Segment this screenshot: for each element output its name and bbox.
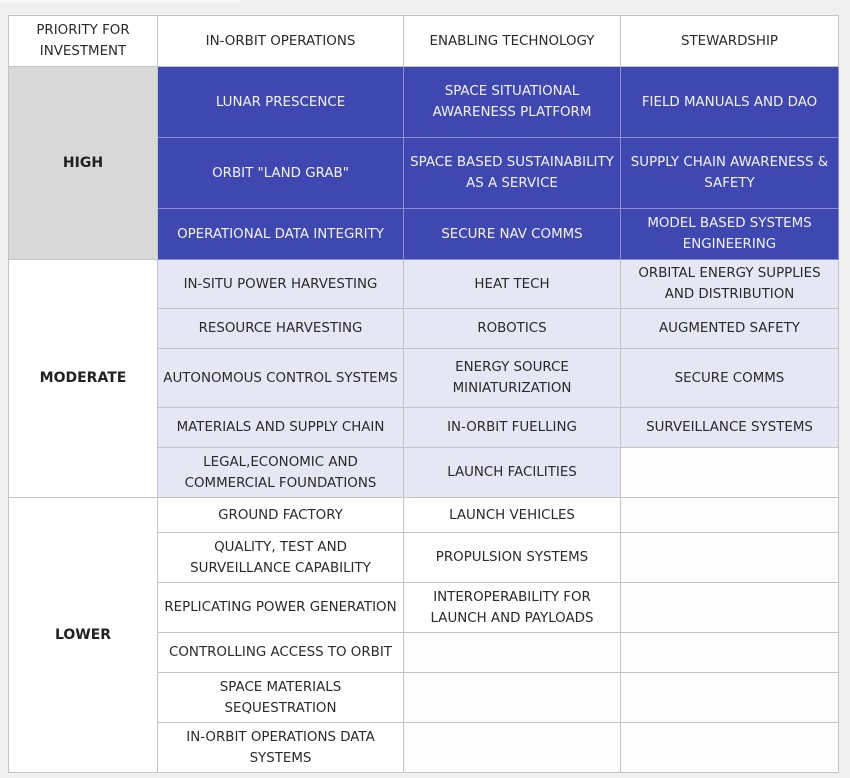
cell-in-orbit-operations: RESOURCE HARVESTING [158, 309, 404, 349]
empty-cell [404, 673, 621, 723]
cell-in-orbit-operations: REPLICATING POWER GENERATION [158, 583, 404, 633]
empty-cell [404, 633, 621, 673]
top-band [0, 0, 240, 3]
cell-enabling-technology: IN-ORBIT FUELLING [404, 408, 621, 448]
cell-stewardship: MODEL BASED SYSTEMS ENGINEERING [621, 209, 839, 260]
table-row [9, 498, 839, 533]
cell-in-orbit-operations: QUALITY, TEST AND SURVEILLANCE CAPABILITY [158, 533, 404, 583]
cell-stewardship: FIELD MANUALS AND DAO [621, 67, 839, 138]
header-priority: PRIORITY FOR INVESTMENT [9, 16, 158, 67]
cell-enabling-technology: ENERGY SOURCE MINIATURIZATION [404, 349, 621, 408]
header-row [9, 16, 839, 67]
header-in-orbit-operations: IN-ORBIT OPERATIONS [158, 16, 404, 67]
empty-cell [621, 673, 839, 723]
investment-priority-table [8, 15, 839, 773]
empty-cell [621, 723, 839, 773]
header-enabling-technology: ENABLING TECHNOLOGY [404, 16, 621, 67]
cell-enabling-technology: PROPULSION SYSTEMS [404, 533, 621, 583]
cell-in-orbit-operations: LUNAR PRESCENCE [158, 67, 404, 138]
priority-high: HIGH [9, 67, 158, 260]
cell-enabling-technology: SPACE BASED SUSTAINABILITY AS A SERVICE [404, 138, 621, 209]
cell-enabling-technology: ROBOTICS [404, 309, 621, 349]
cell-stewardship: SECURE COMMS [621, 349, 839, 408]
cell-stewardship: ORBITAL ENERGY SUPPLIES AND DISTRIBUTION [621, 260, 839, 309]
table-body [9, 67, 839, 773]
empty-cell [621, 448, 839, 498]
cell-in-orbit-operations: SPACE MATERIALS SEQUESTRATION [158, 673, 404, 723]
cell-in-orbit-operations: LEGAL,ECONOMIC AND COMMERCIAL FOUNDATIONS [158, 448, 404, 498]
cell-stewardship: SURVEILLANCE SYSTEMS [621, 408, 839, 448]
cell-in-orbit-operations: AUTONOMOUS CONTROL SYSTEMS [158, 349, 404, 408]
cell-in-orbit-operations: ORBIT "LAND GRAB" [158, 138, 404, 209]
empty-cell [621, 498, 839, 533]
cell-in-orbit-operations: IN-SITU POWER HARVESTING [158, 260, 404, 309]
table-row [9, 260, 839, 309]
cell-enabling-technology: INTEROPERABILITY FOR LAUNCH AND PAYLOADS [404, 583, 621, 633]
cell-in-orbit-operations: GROUND FACTORY [158, 498, 404, 533]
cell-enabling-technology: HEAT TECH [404, 260, 621, 309]
empty-cell [621, 533, 839, 583]
cell-in-orbit-operations: CONTROLLING ACCESS TO ORBIT [158, 633, 404, 673]
empty-cell [621, 633, 839, 673]
cell-enabling-technology: LAUNCH VEHICLES [404, 498, 621, 533]
empty-cell [404, 723, 621, 773]
cell-enabling-technology: LAUNCH FACILITIES [404, 448, 621, 498]
empty-cell [621, 583, 839, 633]
cell-in-orbit-operations: MATERIALS AND SUPPLY CHAIN [158, 408, 404, 448]
cell-enabling-technology: SPACE SITUATIONAL AWARENESS PLATFORM [404, 67, 621, 138]
cell-stewardship: SUPPLY CHAIN AWARENESS & SAFETY [621, 138, 839, 209]
header-stewardship: STEWARDSHIP [621, 16, 839, 67]
cell-in-orbit-operations: IN-ORBIT OPERATIONS DATA SYSTEMS [158, 723, 404, 773]
cell-enabling-technology: SECURE NAV COMMS [404, 209, 621, 260]
table-row [9, 67, 839, 138]
cell-stewardship: AUGMENTED SAFETY [621, 309, 839, 349]
priority-moderate: MODERATE [9, 260, 158, 498]
cell-in-orbit-operations: OPERATIONAL DATA INTEGRITY [158, 209, 404, 260]
priority-lower: LOWER [9, 498, 158, 773]
